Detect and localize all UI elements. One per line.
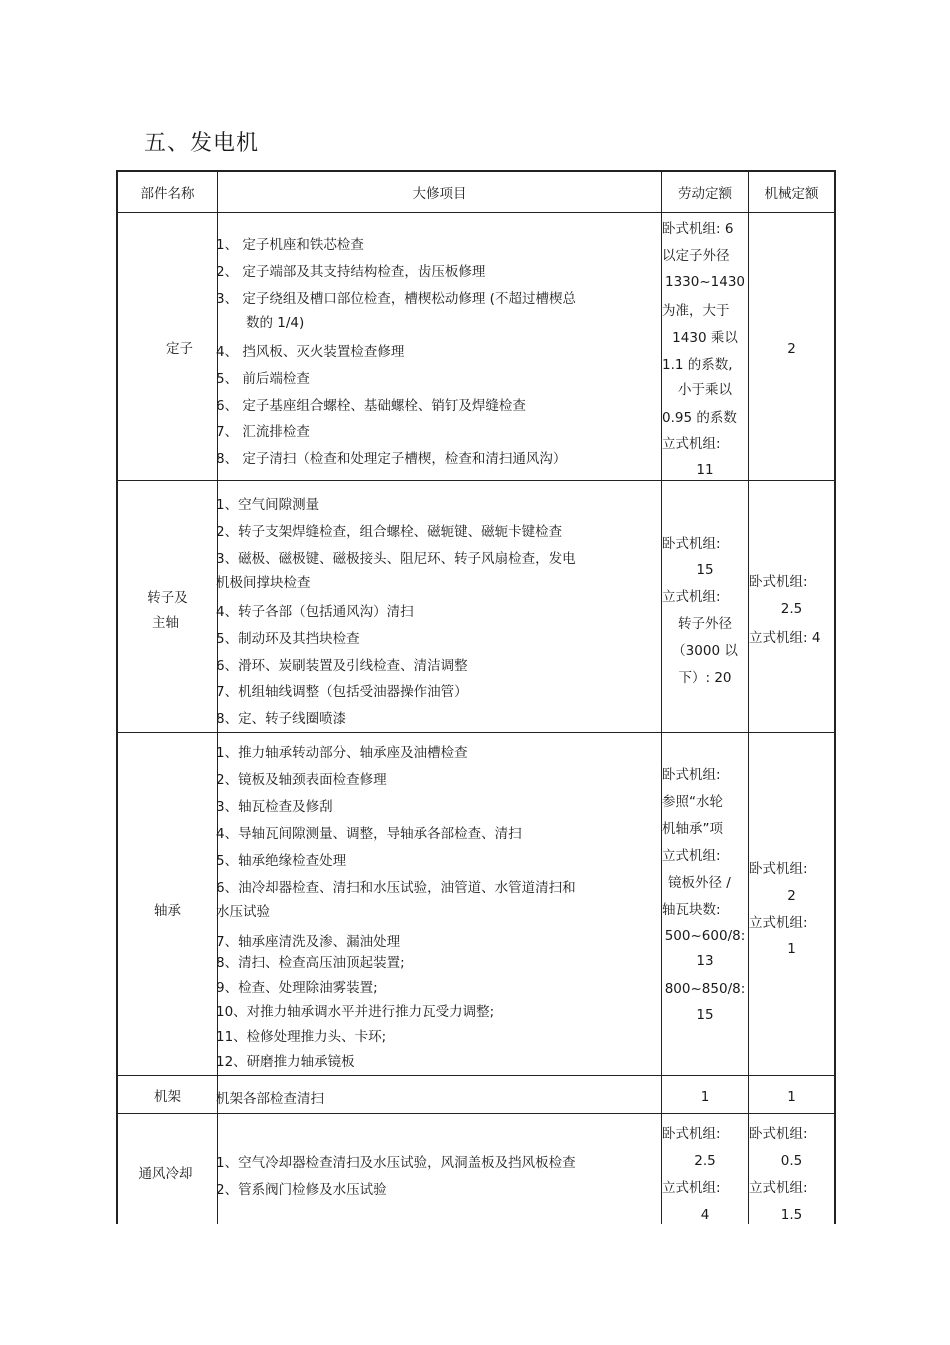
part-name: 转子及 <box>147 590 188 606</box>
labor-line: 15 <box>696 562 714 578</box>
machine-line: 1 <box>787 1089 796 1105</box>
labor-line: 机轴承”项 <box>662 821 723 837</box>
page-title: 五、发电机 <box>144 131 260 156</box>
table-row-frame <box>118 1076 834 1114</box>
machine-quota-cell <box>749 213 834 480</box>
list-item: 7、机组轴线调整（包括受油器操作油管） <box>216 684 468 700</box>
part-name-cell <box>118 1076 218 1113</box>
list-item: 6、滑环、炭刷装置及引线检查、清洁调整 <box>216 658 468 674</box>
labor-quota-cell <box>662 1114 749 1224</box>
part-name-cell <box>118 481 218 732</box>
machine-line: 1 <box>787 941 796 957</box>
labor-line: 500~600/8: <box>664 928 746 944</box>
machine-line: 立式机组: 4 <box>749 630 821 646</box>
list-item: 8、清扫、检查高压油顶起装置; <box>216 955 405 971</box>
labor-line: 卧式机组: <box>662 1126 721 1142</box>
list-item: 3、 定子绕组及槽口部位检查，槽楔松动修理 (不超过槽楔总 <box>216 291 576 307</box>
machine-line: 1.5 <box>780 1207 803 1223</box>
labor-line: 1430 乘以 <box>672 330 738 346</box>
labor-line: 以定子外径 <box>662 248 730 264</box>
table-row-stator <box>118 213 834 481</box>
header-machine-quota: 机械定额 <box>764 186 819 202</box>
items-cell <box>218 733 662 1075</box>
list-item: 9、检查、处理除油雾装置; <box>216 980 378 996</box>
list-item: 数的 1/4) <box>246 315 305 331</box>
labor-quota-cell <box>662 481 749 732</box>
part-name-cell <box>118 1114 218 1224</box>
list-item: 11、检修处理推力头、卡环; <box>216 1029 387 1045</box>
header-overhaul-items: 大修项目 <box>218 172 662 212</box>
list-item: 10、对推力轴承调水平并进行推力瓦受力调整; <box>216 1004 495 1020</box>
list-item: 1、推力轴承转动部分、轴承座及油槽检查 <box>216 745 468 761</box>
machine-line: 2.5 <box>780 601 803 617</box>
machine-line: 卧式机组: <box>749 1126 808 1142</box>
list-item: 12、研磨推力轴承镜板 <box>216 1054 355 1070</box>
labor-line: 15 <box>696 1007 714 1023</box>
machine-quota-cell <box>749 481 834 732</box>
machine-line: 卧式机组: <box>749 574 808 590</box>
list-item: 2、 定子端部及其支持结构检查，齿压板修理 <box>216 264 486 280</box>
list-item: 5、 前后端检查 <box>216 371 310 387</box>
machine-quota-cell <box>749 1076 834 1113</box>
machine-quota-cell <box>749 733 834 1075</box>
part-name: 主轴 <box>152 615 179 631</box>
machine-line: 卧式机组: <box>749 861 808 877</box>
machine-line: 2 <box>787 341 796 357</box>
list-item: 3、磁极、磁极键、磁极接头、阻尼环、转子风扇检查，发电 <box>216 551 576 567</box>
labor-line: 镜板外径 / <box>668 875 731 891</box>
part-name: 定子 <box>166 341 193 357</box>
list-item: 8、定、转子线圈喷漆 <box>216 711 347 727</box>
part-name: 通风冷却 <box>138 1166 193 1182</box>
labor-line: 1 <box>700 1089 710 1105</box>
labor-line: 转子外径 <box>678 616 732 632</box>
labor-line: 轴瓦块数: <box>662 902 721 918</box>
labor-quota-cell <box>662 1076 749 1113</box>
labor-quota-cell <box>662 213 749 480</box>
part-name: 机架 <box>154 1088 181 1105</box>
items-cell <box>218 213 662 480</box>
labor-line: 参照“水轮 <box>662 794 723 810</box>
list-item: 4、 挡风板、灭火装置检查修理 <box>216 344 405 360</box>
header-labor-quota: 劳动定额 <box>662 172 749 212</box>
labor-line: 立式机组: <box>662 589 721 605</box>
labor-line: 2.5 <box>694 1153 716 1169</box>
list-item: 2、镜板及轴颈表面检查修理 <box>216 772 387 788</box>
items-cell <box>218 1076 662 1113</box>
list-item: 2、转子支架焊缝检查，组合螺栓、磁轭键、磁轭卡键检查 <box>216 524 563 540</box>
list-item: 1、 定子机座和铁芯检查 <box>216 237 364 253</box>
list-item: 1、空气冷却器检查清扫及水压试验，风洞盖板及挡风板检查 <box>216 1155 576 1171</box>
part-name-cell <box>118 213 218 480</box>
list-item: 机极间撑块检查 <box>216 575 311 591</box>
items-cell <box>218 1114 662 1224</box>
list-item: 1、空气间隙测量 <box>216 497 320 513</box>
labor-line: 立式机组: <box>662 848 721 864</box>
header-part-name: 部件名称 <box>118 172 218 212</box>
labor-line: （3000 以 <box>672 643 738 659</box>
labor-line: 卧式机组: 6 <box>662 221 734 237</box>
part-name-cell <box>118 733 218 1075</box>
list-item: 7、轴承座清洗及渗、漏油处理 <box>216 934 401 950</box>
table-row-rotor-shaft <box>118 481 834 733</box>
labor-line: 13 <box>696 953 714 969</box>
labor-line: 卧式机组: <box>662 767 721 783</box>
machine-line: 立式机组: <box>749 1180 808 1196</box>
part-name: 轴承 <box>154 903 181 919</box>
labor-line: 0.95 的系数 <box>662 410 737 426</box>
list-item: 机架各部检查清扫 <box>216 1091 324 1107</box>
labor-quota-cell <box>662 733 749 1075</box>
list-item: 8、 定子清扫（检查和处理定子槽楔，检查和清扫通风沟） <box>216 451 567 467</box>
list-item: 5、轴承绝缘检查处理 <box>216 853 347 869</box>
labor-line: 1.1 的系数, <box>662 357 733 373</box>
table-row-bearing <box>118 733 834 1076</box>
list-item: 6、油冷却器检查、清扫和水压试验，油管道、水管道清扫和 <box>216 880 576 896</box>
labor-line: 800~850/8: <box>664 981 746 997</box>
list-item: 4、转子各部（包括通风沟）清扫 <box>216 604 414 620</box>
labor-line: 下）: 20 <box>678 670 732 686</box>
list-item: 3、轴瓦检查及修刮 <box>216 799 333 815</box>
list-item: 水压试验 <box>216 904 270 920</box>
labor-line: 11 <box>696 462 714 478</box>
items-cell <box>218 481 662 732</box>
machine-line: 立式机组: <box>749 915 808 931</box>
labor-line: 立式机组: <box>662 1180 721 1196</box>
machine-line: 2 <box>787 888 796 904</box>
labor-line: 卧式机组: <box>662 536 721 552</box>
list-item: 7、 汇流排检查 <box>216 424 310 440</box>
labor-line: 4 <box>700 1207 710 1223</box>
list-item: 4、导轴瓦间隙测量、调整，导轴承各部检查、清扫 <box>216 826 522 842</box>
list-item: 5、制动环及其挡块检查 <box>216 631 360 647</box>
labor-line: 1330~1430 <box>664 274 746 290</box>
maintenance-quota-table <box>116 170 836 1224</box>
table-row-ventilation-cooling <box>118 1114 834 1224</box>
machine-line: 0.5 <box>780 1153 803 1169</box>
table-header-row <box>118 172 834 213</box>
list-item: 6、 定子基座组合螺栓、基础螺栓、销钉及焊缝检查 <box>216 398 526 414</box>
machine-quota-cell <box>749 1114 834 1224</box>
labor-line: 为准，大于 <box>662 303 730 319</box>
labor-line: 小于乘以 <box>678 382 732 398</box>
labor-line: 立式机组: <box>662 436 721 452</box>
list-item: 2、管系阀门检修及水压试验 <box>216 1182 387 1198</box>
